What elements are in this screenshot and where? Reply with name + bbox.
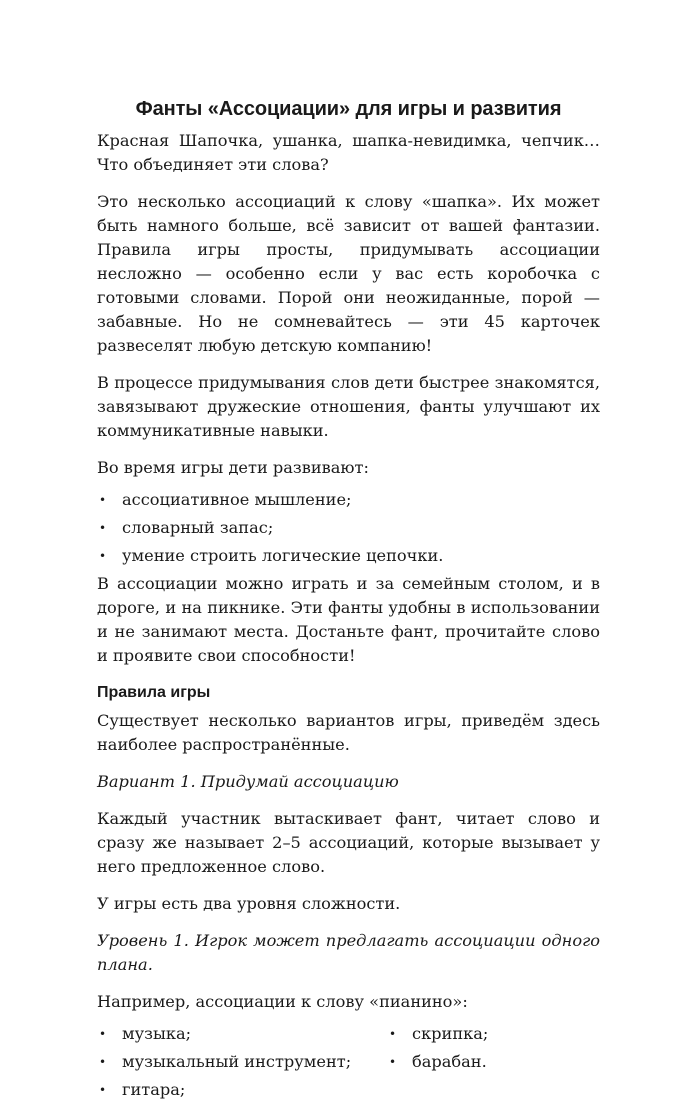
list-item: • гитара;: [97, 1078, 387, 1102]
level-1-heading: Уровень 1. Игрок может предлагать ассоциации одного плана.: [97, 931, 600, 974]
intro-paragraph-4: Во время игры дети развивают:: [97, 458, 369, 477]
rules-paragraph-4: Например, ассоциации к слову «пианино»:: [97, 992, 468, 1011]
examples-list-left: [97, 1022, 387, 1106]
intro-paragraph-2: Это несколько ассоциаций к слову «шапка». Их может быть намного больше, всё зависит от вашей фантазии. Правила игры просты, придумывать ассоциации несложно — особенно если у вас есть коробочка с готовыми словами. Порой они неожиданные, порой — забавные. Но не сомневайтесь — эти 45 карточек развеселят любую детскую компанию!: [97, 192, 600, 355]
list-item: • скрипка;: [387, 1022, 597, 1046]
examples-list-right: [387, 1022, 597, 1078]
list-item: • барабан.: [387, 1050, 597, 1074]
intro-paragraph-1: Красная Шапочка, ушанка, шапка-невидимка, чепчик… Что объединяет эти слова?: [97, 131, 600, 174]
rules-paragraph-1: Существует несколько вариантов игры, приведём здесь наиболее распространённые.: [97, 711, 600, 754]
examples-columns: [97, 1022, 600, 1106]
page-title: Фанты «Ассоциации» для игры и развития: [135, 98, 562, 120]
list-item: • ассоциативное мышление;: [97, 488, 600, 512]
paragraph-5: В ассоциации можно играть и за семейным столом, и в дороге, и на пикнике. Эти фанты удобны в использовании и не занимают места. Достаньте фант, прочитайте слово и проявите свои способности!: [97, 574, 600, 665]
rules-paragraph-3: У игры есть два уровня сложности.: [97, 894, 401, 913]
intro-paragraph-3: В процессе придумывания слов дети быстрее знакомятся, завязывают дружеские отношения, фанты улучшают их коммуникативные навыки.: [97, 373, 600, 440]
list-item: • музыкальный инструмент;: [97, 1050, 387, 1074]
rules-heading: Правила игры: [97, 684, 211, 701]
list-item: • словарный запас;: [97, 516, 600, 540]
variant-1-heading: Вариант 1. Придумай ассоциацию: [97, 772, 399, 791]
rules-paragraph-2: Каждый участник вытаскивает фант, читает слово и сразу же называет 2–5 ассоциаций, которые вызывает у него предложенное слово.: [97, 809, 600, 876]
list-item: • музыка;: [97, 1022, 387, 1046]
skills-list: [97, 488, 600, 568]
list-item: • умение строить логические цепочки.: [97, 544, 600, 568]
